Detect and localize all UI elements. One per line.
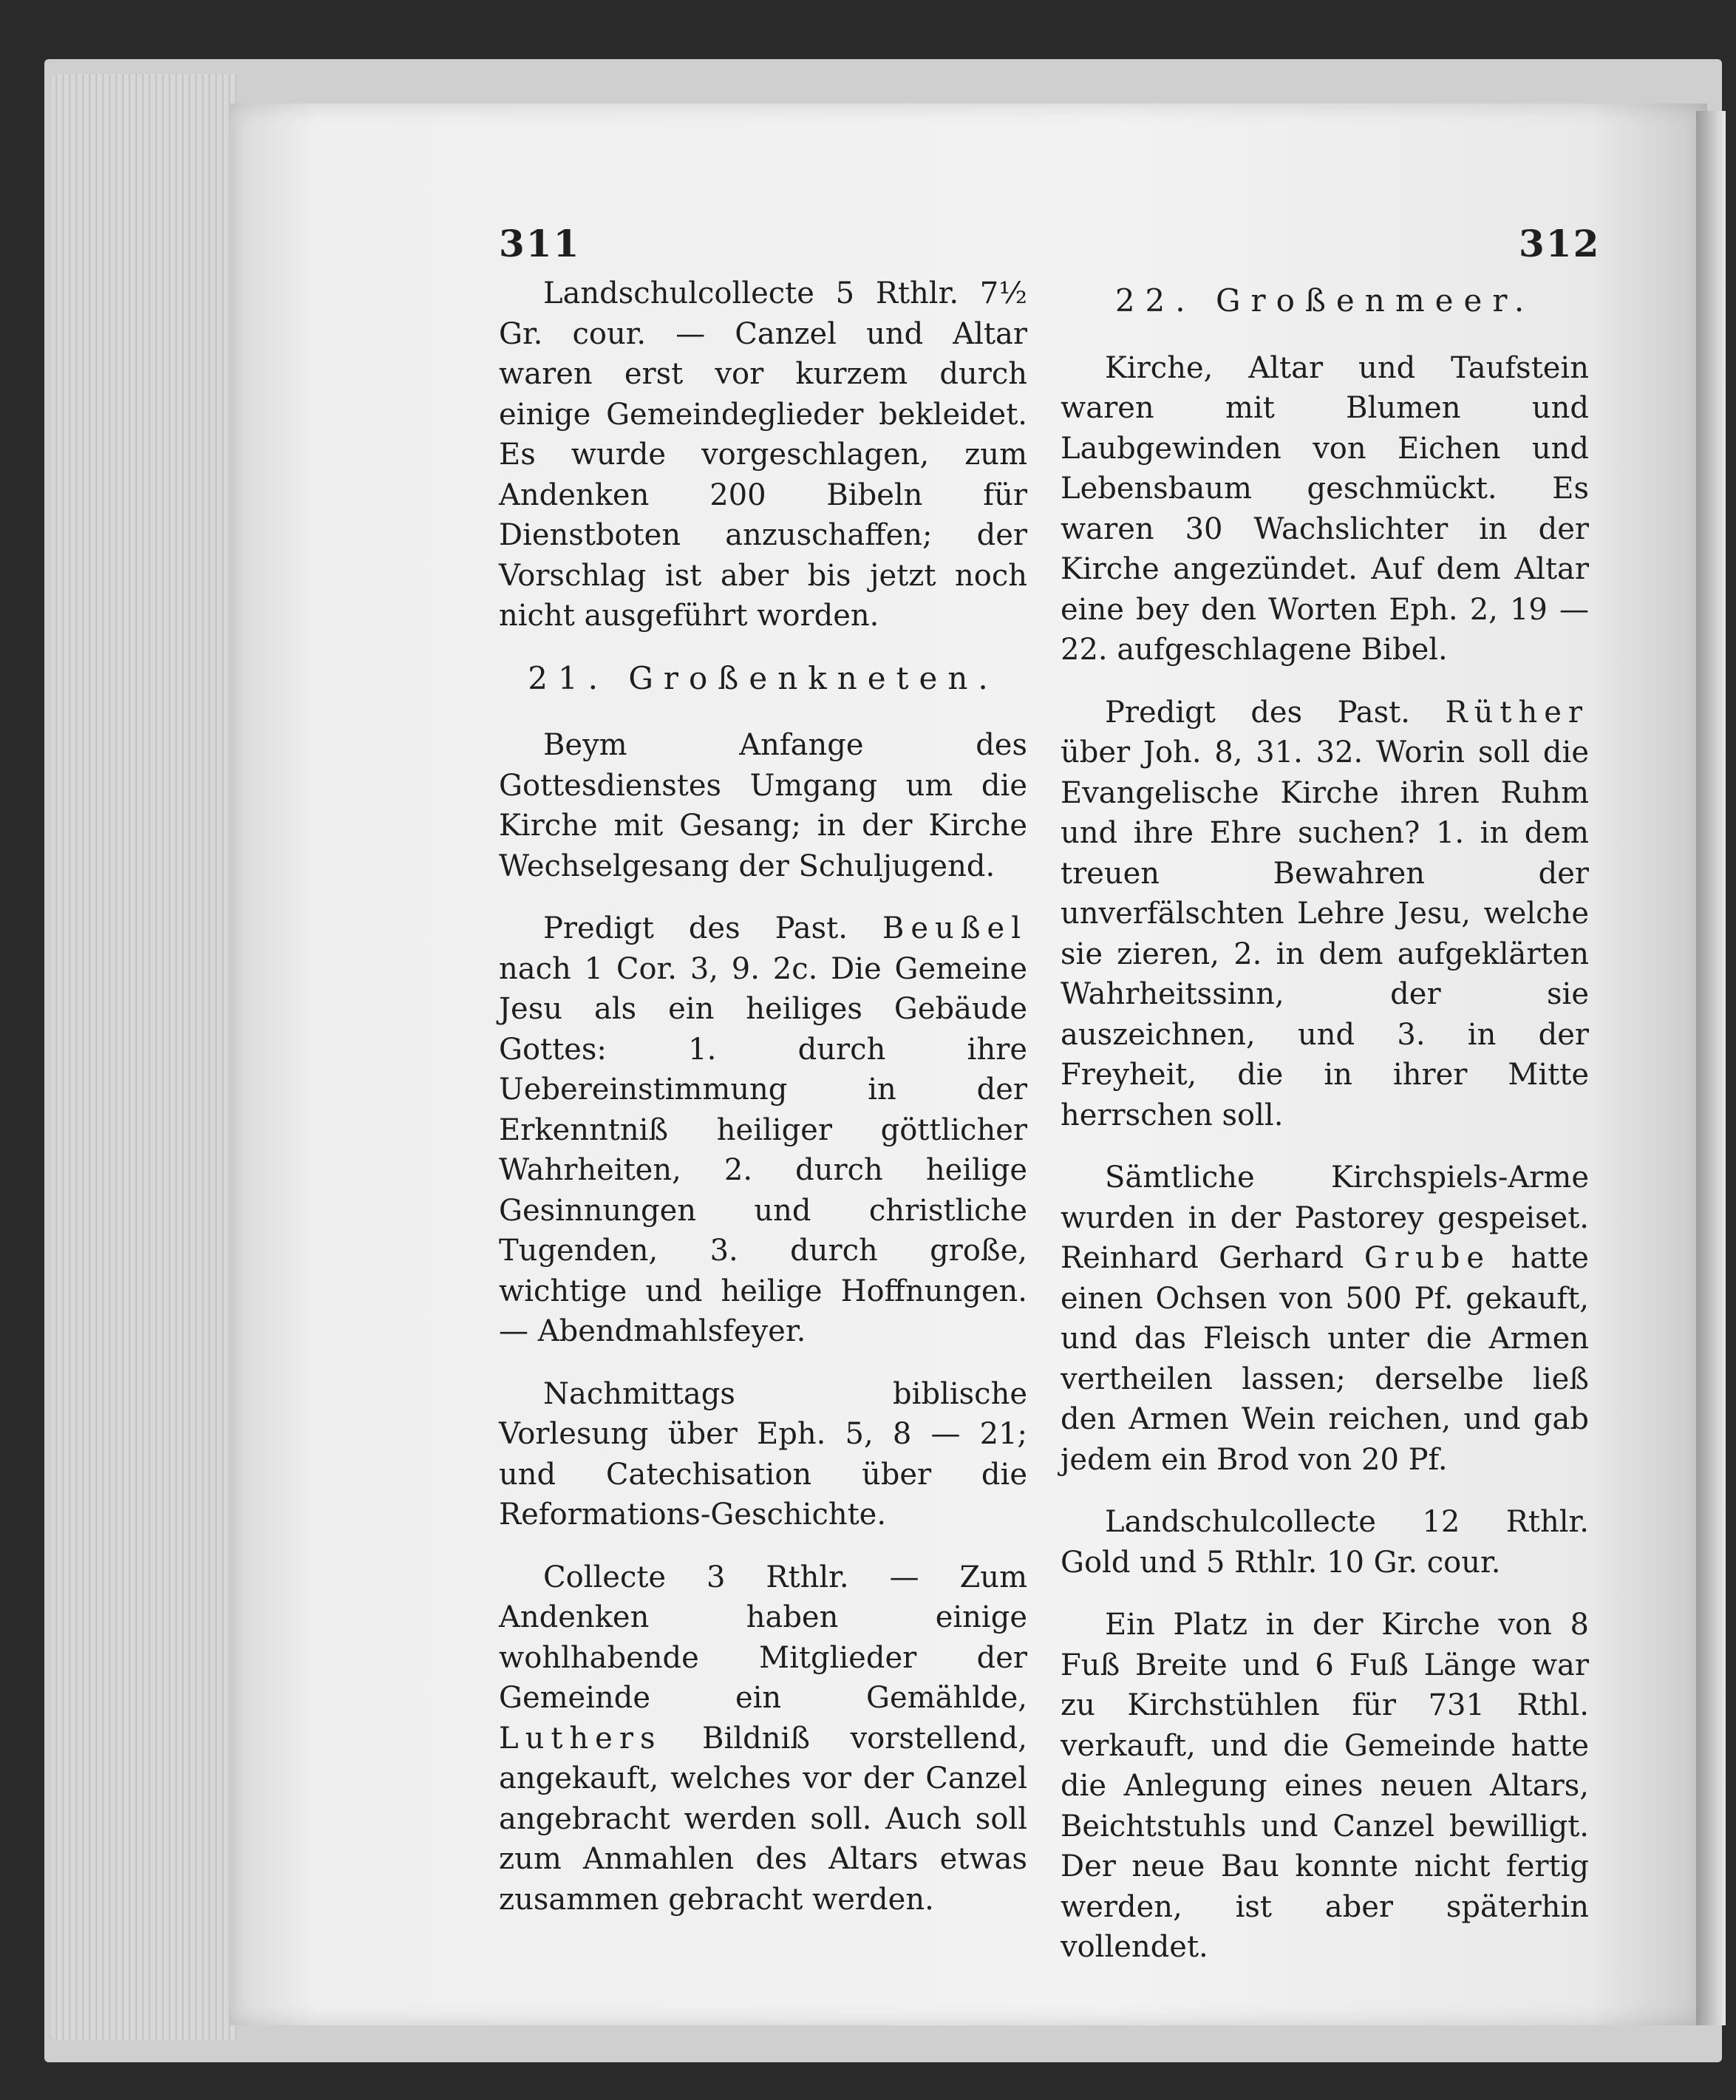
section-heading: 22. Großenmeer. bbox=[1114, 282, 1535, 319]
paragraph bbox=[499, 1557, 1027, 1920]
paragraph: Kirche, Altar und Taufstein waren mit Blumen und Laubgewinden von Eichen und Lebensbaum geschmückt. Es waren 30 Wachslichter in der Kirche angezündet. Auf dem Altar eine bey den Worten Eph. 2, 19 — 22. aufgeschlagene Bibel. bbox=[1061, 350, 1589, 667]
page-number-right: 312 bbox=[1519, 222, 1601, 265]
right-column bbox=[1061, 273, 1589, 1990]
paragraph: Landschulcollecte 12 Rthlr. Gold und 5 Rthlr. 10 Gr. cour. bbox=[1061, 1505, 1589, 1580]
paragraph-text: über Joh. 8, 31. 32. Worin soll die Evangelische Kirche ihren Ruhm und ihre Ehre suchen? 1. in dem treuen Bewahren der unverfälschten Lehre Jesu, welche sie zieren, 2. in dem aufgeklärten Wahrheitssinn, der sie auszeichnen, und 3. in der Freyheit, die in ihrer Mitte herrschen soll. bbox=[1061, 735, 1589, 1132]
next-page-edge bbox=[1696, 111, 1726, 2025]
paragraph-text: Bildniß vorstellend, angekauft, welches vor der Canzel angebracht werden soll. Auch soll zum Anmahlen des Altars etwas zusammen gebracht werden. bbox=[499, 1721, 1027, 1917]
paragraph bbox=[499, 908, 1027, 1352]
paragraph: Landschulcollecte 5 Rthlr. 7½ Gr. cour. — Canzel und Altar waren erst vor kurzem durch einige Gemeindeglieder bekleidet. Es wurde vorgeschlagen, zum Andenken 200 Bibeln für Dienstboten anzuschaffen; der Vorschlag ist aber bis jetzt noch nicht ausgeführt worden. bbox=[499, 276, 1027, 633]
paragraph-text: Sämtliche Kirchspiels-Arme wurden in der Pastorey gespeiset. Reinhard Gerhard bbox=[1061, 1161, 1589, 1275]
paragraph: Beym Anfange des Gottesdienstes Umgang um die Kirche mit Gesang; in der Kirche Wechselgesang der Schuljugend. bbox=[499, 728, 1027, 883]
paragraph: Ein Platz in der Kirche von 8 Fuß Breite und 6 Fuß Länge war zu Kirchstühlen für 731 Rthl. verkauft, und die Gemeinde hatte die Anlegung eines neuen Altars, Beichtstuhls und Canzel bewilligt. Der neue Bau konnte nicht fertig werden, ist aber späterhin vollendet. bbox=[1061, 1608, 1589, 1964]
person-name: Rüther bbox=[1445, 695, 1589, 730]
person-name: Beußel bbox=[882, 911, 1027, 945]
person-name: Grube bbox=[1364, 1241, 1491, 1275]
person-name: Luthers bbox=[499, 1721, 662, 1756]
left-column bbox=[499, 273, 1027, 1942]
section-heading: 21. Großenkneten. bbox=[528, 659, 998, 696]
paragraph-text: hatte einen Ochsen von 500 Pf. gekauft, und das Fleisch unter die Armen vertheilen lassen; derselbe ließ den Armen Wein reichen, und gab jedem ein Brod von 20 Pf. bbox=[1061, 1241, 1589, 1477]
page-number-left: 311 bbox=[499, 222, 581, 265]
paragraph bbox=[1061, 693, 1589, 1136]
paragraph-text: Predigt des Past. bbox=[1105, 695, 1446, 730]
paragraph-text: Collecte 3 Rthlr. — Zum Andenken haben einige wohlhabende Mitglieder der Gemeinde ein Gemählde, bbox=[499, 1560, 1027, 1715]
page-edges bbox=[52, 74, 236, 2040]
paragraph: Nachmittags biblische Vorlesung über Eph. 5, 8 — 21; und Catechisation über die Reformations-Geschichte. bbox=[499, 1376, 1027, 1532]
paragraph-text: nach 1 Cor. 3, 9. 2c. Die Gemeine Jesu als ein heiliges Gebäude Gottes: 1. durch ihre Uebereinstimmung in der Erkenntniß heiliger göttlicher Wahrheiten, 2. durch heilige Gesinnungen und christliche Tugenden, 3. durch große, wichtige und heilige Hoffnungen. — Abendmahlsfeyer. bbox=[499, 951, 1027, 1348]
paragraph bbox=[1061, 1158, 1589, 1480]
paragraph-text: Predigt des Past. bbox=[543, 911, 882, 945]
